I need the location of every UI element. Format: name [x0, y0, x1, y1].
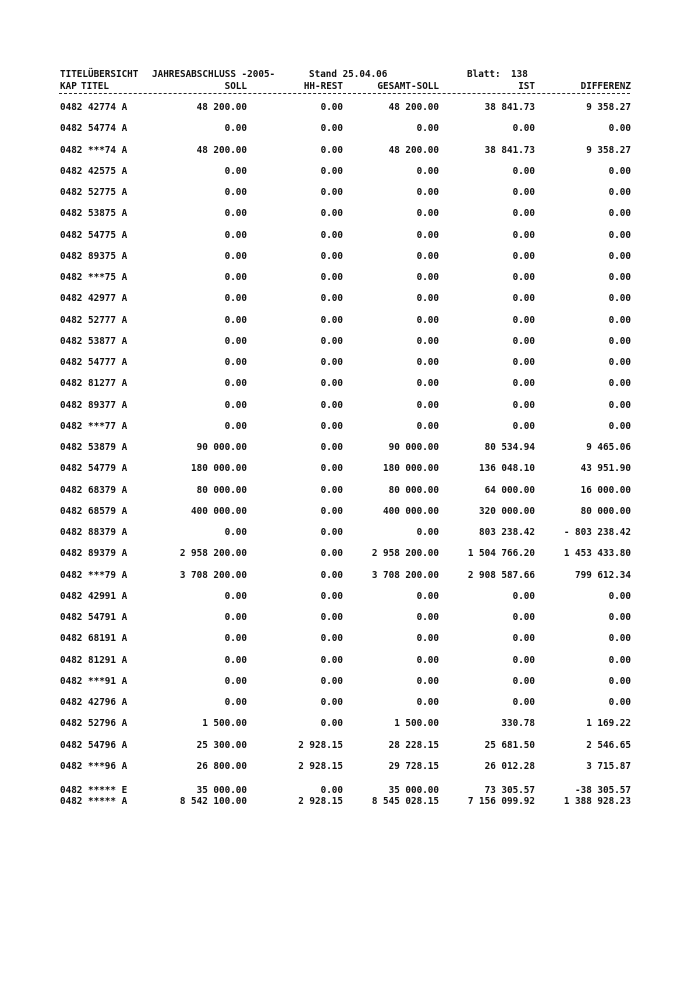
col-gesamt-soll: GESAMT-SOLL [377, 81, 439, 92]
cell-hhrest: 0.00 [320, 123, 343, 135]
cell-gesamt-soll: 0.00 [416, 697, 439, 708]
cell-hhrest: 0.00 [320, 165, 343, 177]
table-row [0, 442, 700, 454]
cell-soll: 3 708 200.00 [179, 569, 247, 581]
cell-ist: 136 048.10 [479, 463, 535, 475]
cell-differenz: 0.00 [608, 208, 631, 220]
cell-differenz: 3 715.87 [586, 760, 631, 772]
cell-soll: 0.00 [224, 357, 247, 368]
cell-kap: 0482 [60, 420, 83, 432]
cell-hhrest: 0.00 [320, 548, 343, 560]
table-row [0, 272, 700, 284]
cell-hhrest: 0.00 [320, 357, 343, 368]
table-row [0, 208, 700, 220]
cell-ist: 25 681.50 [484, 739, 535, 751]
cell-kap: 0482 [60, 739, 83, 751]
cell-hhrest: 0.00 [320, 463, 343, 475]
cell-differenz: 0.00 [608, 357, 631, 368]
cell-soll: 0.00 [224, 399, 247, 411]
report-date: Stand 25.04.06 [309, 69, 388, 80]
cell-differenz: 9 358.27 [586, 144, 631, 156]
cell-differenz: 0.00 [608, 250, 631, 262]
cell-kap: 0482 [60, 612, 83, 623]
report-title: TITELÜBERSICHT [60, 69, 139, 80]
cell-kap: 0482 [60, 590, 83, 602]
cell-soll: 90 000.00 [196, 442, 247, 453]
cell-soll: 0.00 [224, 229, 247, 241]
cell-kap: 0482 [60, 654, 83, 666]
cell-ist: 320 000.00 [479, 505, 535, 517]
cell-titel: 52777 A [88, 314, 128, 326]
cell-hhrest: 0.00 [320, 229, 343, 241]
cell-hhrest: 0.00 [320, 569, 343, 581]
cell-soll: 1 500.00 [202, 718, 247, 730]
cell-hhrest: 0.00 [320, 293, 343, 305]
table-row [0, 506, 700, 518]
table-row [0, 293, 700, 305]
cell-kap: 0482 [60, 463, 83, 475]
table-row [0, 336, 700, 348]
cell-ist: 0.00 [512, 272, 535, 283]
cell-kap: 0482 [60, 335, 83, 347]
total-row [0, 796, 700, 808]
cell-soll: 0.00 [224, 314, 247, 326]
cell-soll: 0.00 [224, 335, 247, 347]
cell-titel: 42796 A [88, 697, 128, 708]
cell-ist: 0.00 [512, 378, 535, 390]
cell-hhrest: 0.00 [320, 590, 343, 602]
cell-ist: 0.00 [512, 399, 535, 411]
cell-soll: 48 200.00 [196, 102, 247, 113]
cell-gesamt-soll: 0.00 [416, 187, 439, 198]
cell-kap: 0482 [60, 208, 83, 220]
report-name: JAHRESABSCHLUSS -2005- [152, 69, 276, 80]
cell-titel: 81277 A [88, 378, 128, 390]
cell-soll: 0.00 [224, 187, 247, 198]
cell-soll: 0.00 [224, 654, 247, 666]
cell-differenz: - 803 238.42 [563, 527, 631, 538]
cell-differenz: 0.00 [608, 420, 631, 432]
cell-titel: ***74 A [88, 144, 128, 156]
table-row [0, 548, 700, 560]
cell-ist: 7 156 099.92 [467, 796, 535, 807]
cell-kap: 0482 [60, 399, 83, 411]
cell-gesamt-soll: 0.00 [416, 399, 439, 411]
cell-kap: 0482 [60, 548, 83, 560]
cell-soll: 0.00 [224, 590, 247, 602]
cell-ist: 0.00 [512, 229, 535, 241]
cell-kap: 0482 [60, 569, 83, 581]
cell-titel: 88379 A [88, 527, 128, 538]
cell-kap: 0482 [60, 718, 83, 730]
cell-titel: 54774 A [88, 123, 128, 135]
cell-hhrest: 0.00 [320, 187, 343, 198]
cell-differenz: 80 000.00 [580, 505, 631, 517]
cell-differenz: 0.00 [608, 123, 631, 135]
table-row [0, 655, 700, 667]
cell-ist: 0.00 [512, 612, 535, 623]
cell-ist: 26 012.28 [484, 760, 535, 772]
cell-soll: 26 800.00 [196, 760, 247, 772]
cell-differenz: 0.00 [608, 272, 631, 283]
cell-differenz: 2 546.65 [586, 739, 631, 751]
cell-ist: 1 504 766.20 [467, 548, 535, 560]
cell-kap: 0482 [60, 505, 83, 517]
cell-hhrest: 0.00 [320, 442, 343, 453]
cell-soll: 80 000.00 [196, 484, 247, 496]
cell-titel: ***91 A [88, 675, 128, 687]
col-soll: SOLL [224, 81, 247, 92]
header-divider [59, 93, 630, 94]
column-headers [0, 81, 700, 93]
report-header [0, 69, 700, 81]
cell-differenz: 9 465.06 [586, 442, 631, 453]
cell-hhrest: 0.00 [320, 144, 343, 156]
cell-kap: 0482 [60, 250, 83, 262]
cell-titel: 42575 A [88, 165, 128, 177]
cell-soll: 0.00 [224, 293, 247, 305]
col-kap: KAP [60, 81, 77, 92]
cell-titel: ***** A [88, 796, 128, 807]
sheet-number: 138 [511, 69, 528, 80]
cell-differenz: 799 612.34 [575, 569, 631, 581]
cell-differenz: 0.00 [608, 293, 631, 305]
cell-kap: 0482 [60, 144, 83, 156]
table-row [0, 591, 700, 603]
cell-gesamt-soll: 0.00 [416, 314, 439, 326]
cell-kap: 0482 [60, 697, 83, 708]
table-row [0, 463, 700, 475]
cell-ist: 0.00 [512, 187, 535, 198]
table-row [0, 740, 700, 752]
cell-hhrest: 0.00 [320, 484, 343, 496]
cell-ist: 0.00 [512, 293, 535, 305]
cell-ist: 64 000.00 [484, 484, 535, 496]
cell-titel: 89375 A [88, 250, 128, 262]
table-row [0, 761, 700, 773]
cell-titel: 68579 A [88, 505, 128, 517]
table-row [0, 187, 700, 199]
cell-differenz: 0.00 [608, 165, 631, 177]
cell-differenz: 0.00 [608, 399, 631, 411]
cell-hhrest: 0.00 [320, 675, 343, 687]
cell-gesamt-soll: 48 200.00 [388, 102, 439, 113]
cell-hhrest: 0.00 [320, 420, 343, 432]
cell-differenz: 0.00 [608, 590, 631, 602]
cell-differenz: 0.00 [608, 697, 631, 708]
cell-hhrest: 0.00 [320, 505, 343, 517]
table-row [0, 123, 700, 135]
cell-titel: 42774 A [88, 102, 128, 113]
cell-titel: 54777 A [88, 357, 128, 368]
cell-titel: ***** E [88, 785, 128, 796]
cell-hhrest: 2 928.15 [298, 739, 343, 751]
cell-titel: ***96 A [88, 760, 128, 772]
table-row [0, 378, 700, 390]
cell-soll: 0.00 [224, 633, 247, 645]
cell-gesamt-soll: 8 545 028.15 [371, 796, 439, 807]
cell-gesamt-soll: 0.00 [416, 378, 439, 390]
cell-gesamt-soll: 0.00 [416, 229, 439, 241]
table-row [0, 570, 700, 582]
cell-hhrest: 0.00 [320, 785, 343, 796]
table-row [0, 718, 700, 730]
cell-hhrest: 0.00 [320, 208, 343, 220]
cell-kap: 0482 [60, 187, 83, 198]
cell-ist: 0.00 [512, 208, 535, 220]
cell-soll: 0.00 [224, 675, 247, 687]
table-row [0, 357, 700, 369]
cell-ist: 0.00 [512, 335, 535, 347]
cell-soll: 0.00 [224, 527, 247, 538]
cell-kap: 0482 [60, 357, 83, 368]
cell-differenz: 0.00 [608, 314, 631, 326]
cell-gesamt-soll: 0.00 [416, 612, 439, 623]
cell-ist: 38 841.73 [484, 144, 535, 156]
cell-soll: 0.00 [224, 123, 247, 135]
cell-kap: 0482 [60, 272, 83, 283]
cell-soll: 0.00 [224, 378, 247, 390]
cell-ist: 0.00 [512, 314, 535, 326]
cell-hhrest: 0.00 [320, 250, 343, 262]
cell-titel: 54796 A [88, 739, 128, 751]
cell-titel: ***77 A [88, 420, 128, 432]
cell-soll: 0.00 [224, 420, 247, 432]
col-differenz: DIFFERENZ [580, 81, 631, 92]
cell-titel: 52796 A [88, 718, 128, 730]
cell-soll: 8 542 100.00 [179, 796, 247, 807]
table-row [0, 145, 700, 157]
cell-titel: 53879 A [88, 442, 128, 453]
table-row [0, 315, 700, 327]
cell-gesamt-soll: 0.00 [416, 675, 439, 687]
sheet-label: Blatt: [467, 69, 501, 80]
cell-differenz: 0.00 [608, 335, 631, 347]
cell-titel: 89377 A [88, 399, 128, 411]
cell-titel: ***79 A [88, 569, 128, 581]
table-row [0, 400, 700, 412]
cell-gesamt-soll: 0.00 [416, 165, 439, 177]
cell-ist: 0.00 [512, 590, 535, 602]
cell-kap: 0482 [60, 123, 83, 135]
cell-kap: 0482 [60, 760, 83, 772]
col-hhrest: HH-REST [303, 81, 343, 92]
cell-gesamt-soll: 29 728.15 [388, 760, 439, 772]
cell-differenz: 1 388 928.23 [563, 796, 631, 807]
cell-soll: 48 200.00 [196, 144, 247, 156]
cell-differenz: 16 000.00 [580, 484, 631, 496]
cell-ist: 73 305.57 [484, 785, 535, 796]
cell-gesamt-soll: 0.00 [416, 250, 439, 262]
cell-gesamt-soll: 48 200.00 [388, 144, 439, 156]
cell-soll: 0.00 [224, 165, 247, 177]
cell-soll: 0.00 [224, 272, 247, 283]
cell-differenz: 0.00 [608, 187, 631, 198]
table-row [0, 251, 700, 263]
cell-ist: 80 534.94 [484, 442, 535, 453]
cell-gesamt-soll: 0.00 [416, 527, 439, 538]
cell-differenz: 43 951.90 [580, 463, 631, 475]
table-row [0, 230, 700, 242]
cell-hhrest: 0.00 [320, 718, 343, 730]
cell-soll: 0.00 [224, 208, 247, 220]
cell-titel: 89379 A [88, 548, 128, 560]
cell-differenz: 1 169.22 [586, 718, 631, 730]
cell-gesamt-soll: 80 000.00 [388, 484, 439, 496]
cell-hhrest: 0.00 [320, 654, 343, 666]
cell-gesamt-soll: 400 000.00 [383, 505, 439, 517]
cell-differenz: 0.00 [608, 675, 631, 687]
cell-ist: 0.00 [512, 675, 535, 687]
table-row [0, 421, 700, 433]
cell-soll: 0.00 [224, 612, 247, 623]
cell-hhrest: 2 928.15 [298, 796, 343, 807]
cell-hhrest: 0.00 [320, 102, 343, 113]
cell-gesamt-soll: 0.00 [416, 123, 439, 135]
cell-differenz: 0.00 [608, 612, 631, 623]
table-row [0, 633, 700, 645]
table-row [0, 166, 700, 178]
cell-soll: 180 000.00 [191, 463, 247, 475]
cell-gesamt-soll: 90 000.00 [388, 442, 439, 453]
cell-ist: 0.00 [512, 123, 535, 135]
cell-hhrest: 0.00 [320, 314, 343, 326]
cell-gesamt-soll: 0.00 [416, 654, 439, 666]
cell-gesamt-soll: 0.00 [416, 293, 439, 305]
cell-soll: 400 000.00 [191, 505, 247, 517]
cell-gesamt-soll: 35 000.00 [388, 785, 439, 796]
cell-gesamt-soll: 0.00 [416, 633, 439, 645]
cell-titel: 42977 A [88, 293, 128, 305]
cell-kap: 0482 [60, 165, 83, 177]
cell-differenz: 1 453 433.80 [563, 548, 631, 560]
cell-soll: 25 300.00 [196, 739, 247, 751]
cell-ist: 0.00 [512, 697, 535, 708]
cell-titel: 54775 A [88, 229, 128, 241]
cell-gesamt-soll: 2 958 200.00 [371, 548, 439, 560]
cell-titel: 54791 A [88, 612, 128, 623]
cell-hhrest: 0.00 [320, 527, 343, 538]
cell-gesamt-soll: 28 228.15 [388, 739, 439, 751]
cell-titel: 68379 A [88, 484, 128, 496]
cell-kap: 0482 [60, 484, 83, 496]
cell-kap: 0482 [60, 675, 83, 687]
cell-hhrest: 0.00 [320, 633, 343, 645]
cell-gesamt-soll: 0.00 [416, 272, 439, 283]
cell-differenz: 0.00 [608, 378, 631, 390]
cell-kap: 0482 [60, 293, 83, 305]
cell-differenz: 0.00 [608, 654, 631, 666]
cell-titel: 53877 A [88, 335, 128, 347]
cell-soll: 0.00 [224, 697, 247, 708]
cell-differenz: 0.00 [608, 633, 631, 645]
cell-titel: 54779 A [88, 463, 128, 475]
cell-kap: 0482 [60, 378, 83, 390]
cell-differenz: 9 358.27 [586, 102, 631, 113]
cell-kap: 0482 [60, 229, 83, 241]
cell-gesamt-soll: 1 500.00 [394, 718, 439, 730]
cell-ist: 0.00 [512, 165, 535, 177]
cell-gesamt-soll: 0.00 [416, 208, 439, 220]
cell-differenz: 0.00 [608, 229, 631, 241]
table-row [0, 676, 700, 688]
cell-soll: 2 958 200.00 [179, 548, 247, 560]
cell-ist: 38 841.73 [484, 102, 535, 113]
cell-titel: 81291 A [88, 654, 128, 666]
cell-hhrest: 0.00 [320, 697, 343, 708]
cell-hhrest: 0.00 [320, 399, 343, 411]
cell-kap: 0482 [60, 314, 83, 326]
cell-soll: 35 000.00 [196, 785, 247, 796]
cell-titel: 42991 A [88, 590, 128, 602]
cell-kap: 0482 [60, 785, 83, 796]
cell-gesamt-soll: 0.00 [416, 357, 439, 368]
table-row [0, 612, 700, 624]
col-ist: IST [518, 81, 535, 92]
cell-soll: 0.00 [224, 250, 247, 262]
cell-ist: 803 238.42 [479, 527, 535, 538]
cell-ist: 2 908 587.66 [467, 569, 535, 581]
cell-kap: 0482 [60, 796, 83, 807]
cell-ist: 0.00 [512, 250, 535, 262]
table-row [0, 527, 700, 539]
cell-titel: 68191 A [88, 633, 128, 645]
cell-kap: 0482 [60, 527, 83, 538]
cell-hhrest: 0.00 [320, 378, 343, 390]
cell-gesamt-soll: 0.00 [416, 590, 439, 602]
cell-kap: 0482 [60, 633, 83, 645]
col-titel: TITEL [81, 81, 109, 92]
cell-gesamt-soll: 0.00 [416, 335, 439, 347]
cell-titel: 52775 A [88, 187, 128, 198]
table-row [0, 485, 700, 497]
cell-kap: 0482 [60, 102, 83, 113]
cell-hhrest: 0.00 [320, 612, 343, 623]
cell-gesamt-soll: 3 708 200.00 [371, 569, 439, 581]
cell-titel: ***75 A [88, 272, 128, 283]
cell-titel: 53875 A [88, 208, 128, 220]
cell-ist: 0.00 [512, 357, 535, 368]
cell-differenz: -38 305.57 [575, 785, 631, 796]
cell-ist: 0.00 [512, 420, 535, 432]
cell-ist: 0.00 [512, 633, 535, 645]
cell-hhrest: 0.00 [320, 272, 343, 283]
cell-hhrest: 2 928.15 [298, 760, 343, 772]
cell-kap: 0482 [60, 442, 83, 453]
cell-hhrest: 0.00 [320, 335, 343, 347]
table-row [0, 697, 700, 709]
cell-ist: 0.00 [512, 654, 535, 666]
table-row [0, 102, 700, 114]
cell-gesamt-soll: 180 000.00 [383, 463, 439, 475]
cell-gesamt-soll: 0.00 [416, 420, 439, 432]
cell-ist: 330.78 [501, 718, 535, 730]
